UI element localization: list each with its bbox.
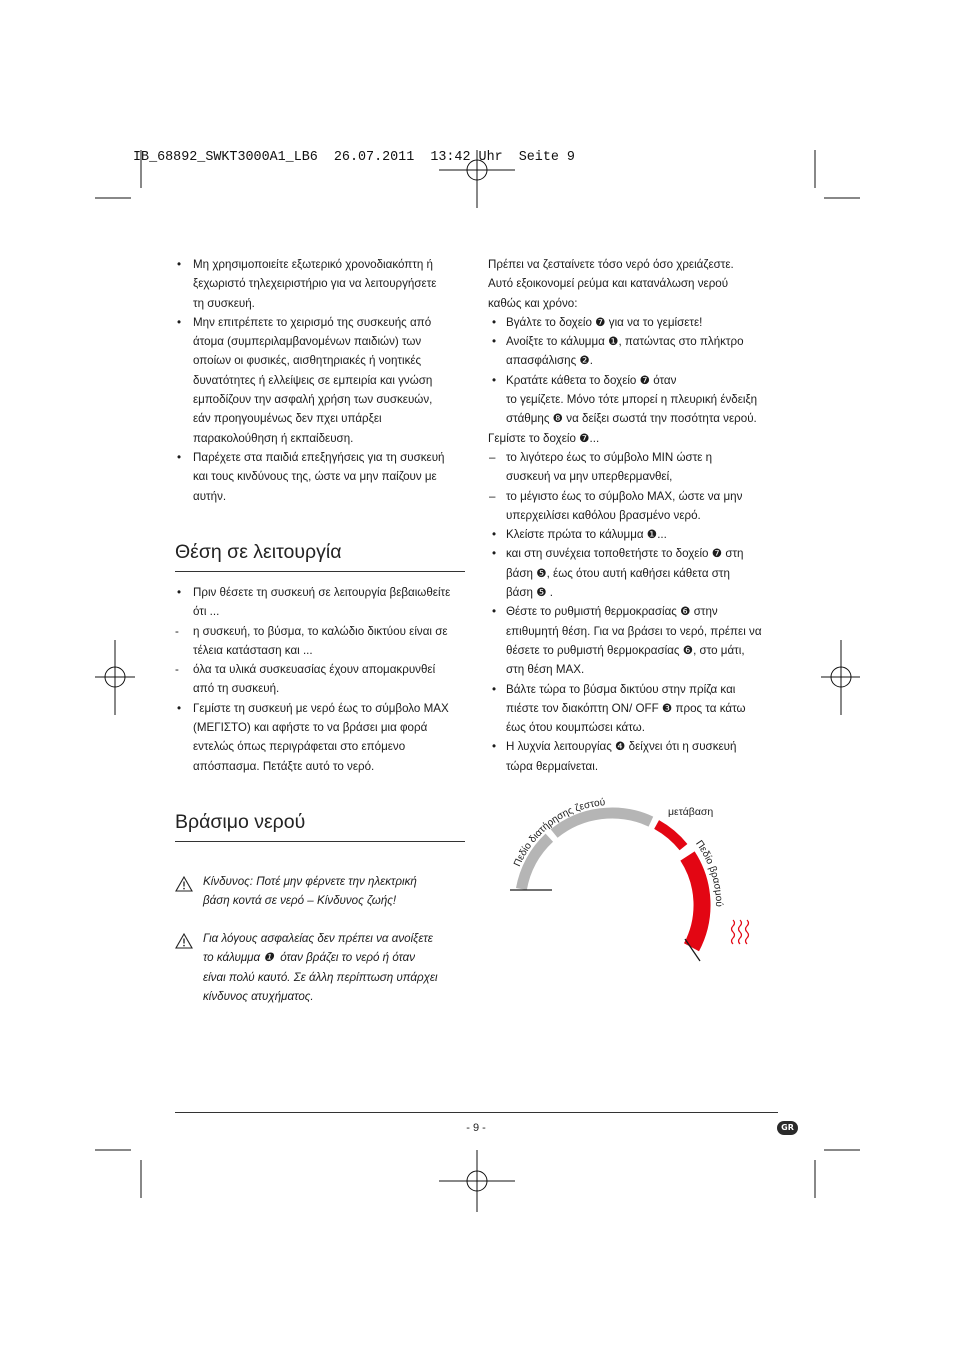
text-line: Βάλτε τώρα το βύσμα δικτύου στην πρίζα και	[506, 682, 736, 696]
bullet-marker: •	[492, 373, 497, 387]
bullet-item	[175, 699, 467, 776]
bullet-marker: •	[177, 701, 182, 715]
text-line: το λιγότερο έως το σύμβολο MIN ώστε η	[506, 450, 713, 464]
text-line: Η λυχνία λειτουργίας ❹ δείχνει ότι η συσκευή	[506, 740, 737, 754]
bullet-marker: •	[177, 315, 182, 329]
text-line: επιθυμητή θέση. Για να βράσει το νερό, πρέπει να	[506, 624, 762, 638]
text-line: κίνδυνος ατυχήματος.	[203, 989, 314, 1003]
text-line: (ΜΕΓΙΣΤΟ) και αφήστε το να βράσει μια φορά	[193, 721, 428, 735]
footer-rule	[175, 1112, 778, 1113]
para-item	[488, 429, 780, 448]
dash-item	[175, 622, 467, 661]
text-line: συσκευή να μην υπερθερμανθεί,	[506, 470, 673, 484]
para-item	[488, 255, 780, 313]
registration-mark-bottom	[439, 1150, 515, 1212]
text-line: το μέγιστο έως το σύμβολο MAX, ώστε να μην	[506, 489, 743, 503]
registration-mark-right	[821, 640, 860, 715]
text-line: εμποδίζουν την ασφαλή χρήση των συσκευών,	[193, 393, 433, 407]
safety-notes-list	[175, 255, 467, 506]
crop-mark-bottom-right	[815, 1150, 860, 1198]
text-line: παρακολούθηση ή εκπαίδευση.	[193, 431, 354, 445]
bullet-marker: •	[177, 450, 182, 464]
text-line: Μην επιτρέπετε το χειρισμό της συσκευής από	[193, 315, 432, 329]
text-line: αυτήν.	[193, 489, 227, 503]
text-line: Γεμίστε τη συσκευή με νερό έως το σύμβολο MAX	[193, 701, 449, 715]
boiling-label-text: Πεδίο βρασμού	[693, 838, 725, 907]
bullet-marker: •	[492, 682, 497, 696]
bullet-marker: •	[492, 605, 497, 619]
warnings-list	[175, 872, 467, 1006]
text-line: τώρα θερμαίνεται.	[506, 759, 599, 773]
keep-warm-label-text: Πεδίο διατήρησης ζεστού	[512, 797, 606, 869]
transition-label: μετάβαση	[668, 806, 714, 818]
page-number: - 9 -	[466, 1122, 486, 1134]
language-badge: GR	[777, 1121, 798, 1135]
text-line: από τη συσκευή.	[193, 682, 280, 696]
text-line: στη θέση MAX.	[506, 663, 585, 677]
text-line: ξεχωριστό τηλεχειριστήριο για να λειτουργήσετε	[193, 277, 437, 291]
text-line: Βγάλτε το δοχείο ❼ για να το γεμίσετε!	[506, 315, 703, 329]
bullet-marker: •	[492, 315, 497, 329]
bullet-item	[488, 602, 780, 679]
heat-waves-icon	[732, 920, 749, 944]
bullet-item	[175, 313, 467, 448]
text-line: Πρέπει να ζεσταίνετε τόσο νερό όσο χρειάζεστε.	[488, 258, 734, 271]
crop-mark-top-right	[815, 150, 860, 198]
text-line: Κλείστε πρώτα το κάλυμμα ❶...	[506, 528, 667, 542]
text-line: δυνατότητες ή ελλείψεις σε εμπειρία και γνώση	[193, 373, 433, 387]
dash-marker: –	[489, 489, 496, 503]
text-line: Γεμίστε το δοχείο ❼...	[488, 431, 600, 445]
text-line: είναι πολύ καυτό. Σε άλλη περίπτωση υπάρχει	[203, 970, 438, 984]
text-line: Κίνδυνος: Ποτέ μην φέρνετε την ηλεκτρική	[203, 875, 417, 888]
text-line: καθώς και χρόνο:	[488, 296, 578, 310]
text-line: και στη συνέχεια τοποθετήστε το δοχείο ❼ στη	[506, 547, 744, 561]
text-line: Αυτό εξοικονομεί ρεύμα και κατανάλωση νερού	[488, 277, 729, 291]
bullet-item	[175, 583, 467, 622]
bullet-marker: •	[492, 547, 497, 561]
text-line: στάθμης ❽ να δείξει σωστά την ποσότητα νερού.	[506, 412, 757, 426]
transition-arc	[657, 825, 684, 848]
text-line: απόσπασμα. Πετάξτε αυτό το νερό.	[193, 759, 375, 773]
bullet-marker: •	[492, 740, 497, 754]
text-line: άτομα (συμπεριλαμβανομένων παιδιών) των	[193, 335, 422, 349]
dash-marker: -	[175, 663, 179, 677]
boiling-arc	[688, 856, 703, 947]
warning-note	[175, 872, 467, 911]
text-line: έως ότου κουμπώσει κάτω.	[506, 721, 645, 735]
warning-icon	[175, 933, 193, 949]
bullet-marker: •	[177, 258, 182, 271]
text-line: πιέστε τον διακόπτη ON/ OFF ❸ προς τα κάτω	[506, 701, 746, 715]
bullet-item	[175, 448, 467, 506]
text-line: εντελώς όπως περιγράφεται στο επόμενο	[193, 740, 406, 754]
bullet-item	[175, 255, 467, 313]
setup-instructions-list	[175, 583, 467, 776]
temperature-range-diagram	[480, 780, 780, 980]
text-line: υπερχειλίσει καθόλου βρασμένο νερό.	[506, 508, 701, 522]
text-line: Κρατάτε κάθετα το δοχείο ❼ όταν	[506, 373, 677, 387]
text-line: το γεμίζετε. Μόνο τότε μπορεί η πλευρική ένδειξη	[506, 393, 758, 407]
bullet-item	[488, 371, 780, 429]
dash-marker: -	[175, 624, 179, 638]
crop-mark-bottom-left	[95, 1150, 141, 1198]
text-line: απασφάλισης ❷.	[506, 354, 594, 368]
text-line: Πριν θέσετε τη συσκευή σε λειτουργία βεβαιωθείτε	[193, 586, 451, 599]
text-line: Μη χρησιμοποιείτε εξωτερικό χρονοδιακόπτη ή	[193, 258, 433, 271]
warning-note	[175, 929, 467, 1006]
text-line: βάση ❺, έως ότου αυτή καθήσει κάθετα στη	[506, 566, 730, 580]
text-line: εάν προηγουμένως δεν πχει υπάρξει	[193, 412, 382, 426]
text-line: όλα τα υλικά συσκευασίας έχουν απομακρυνθεί	[193, 663, 436, 677]
dash-item	[488, 487, 780, 526]
text-line: βάση κοντά σε νερό – Κίνδυνος ζωής!	[203, 894, 397, 908]
registration-mark-left	[95, 640, 135, 715]
text-line: θέσετε το ρυθμιστή θερμοκρασίας ❻, στο μάτι,	[506, 643, 745, 657]
bullet-item	[488, 680, 780, 738]
bullet-marker: •	[492, 528, 497, 542]
section-heading-setup: Θέση σε λειτουργία	[175, 540, 465, 572]
text-line: Θέστε το ρυθμιστή θερμοκρασίας ❻ στην	[506, 605, 718, 619]
text-line: τέλεια κατάσταση και ...	[193, 643, 313, 657]
warning-icon	[175, 876, 193, 892]
text-line: οποίων οι φυσικές, αισθητηριακές ή νοητικές	[193, 354, 422, 368]
bullet-item	[488, 313, 780, 332]
bullet-item	[488, 525, 780, 544]
text-line: η συσκευή, το βύσμα, το καλώδιο δικτύου είναι σε	[193, 624, 448, 638]
bullet-marker: •	[492, 335, 497, 349]
dash-item	[175, 660, 467, 699]
dash-item	[488, 448, 780, 487]
text-line: Για λόγους ασφαλείας δεν πρέπει να ανοίξετε	[203, 931, 433, 945]
text-line: ότι ...	[193, 605, 220, 619]
dash-marker: –	[489, 450, 496, 464]
bullet-item	[488, 737, 780, 776]
section-heading-boiling: Βράσιμο νερού	[175, 810, 465, 842]
text-line: και τους κινδύνους της, ώστε να μην παίζουν με	[193, 470, 437, 484]
bullet-item	[488, 332, 780, 371]
text-line: τη συσκευή.	[193, 296, 255, 310]
text-line: το κάλυμμα ❶ όταν βράζει το νερό ή όταν	[203, 951, 416, 965]
text-line: Παρέχετε στα παιδιά επεξηγήσεις για τη συσκευή	[193, 450, 445, 464]
print-slug-header: IB_68892_SWKT3000A1_LB6 26.07.2011 13:42 Uhr Seite 9	[133, 150, 575, 165]
bullet-marker: •	[177, 586, 182, 599]
boiling-instructions-list	[488, 255, 780, 776]
text-line: βάση ❺ .	[506, 586, 554, 600]
text-line: Ανοίξτε το κάλυμμα ❶, πατώντας στο πλήκτρο	[506, 335, 744, 349]
bullet-item	[488, 544, 780, 602]
